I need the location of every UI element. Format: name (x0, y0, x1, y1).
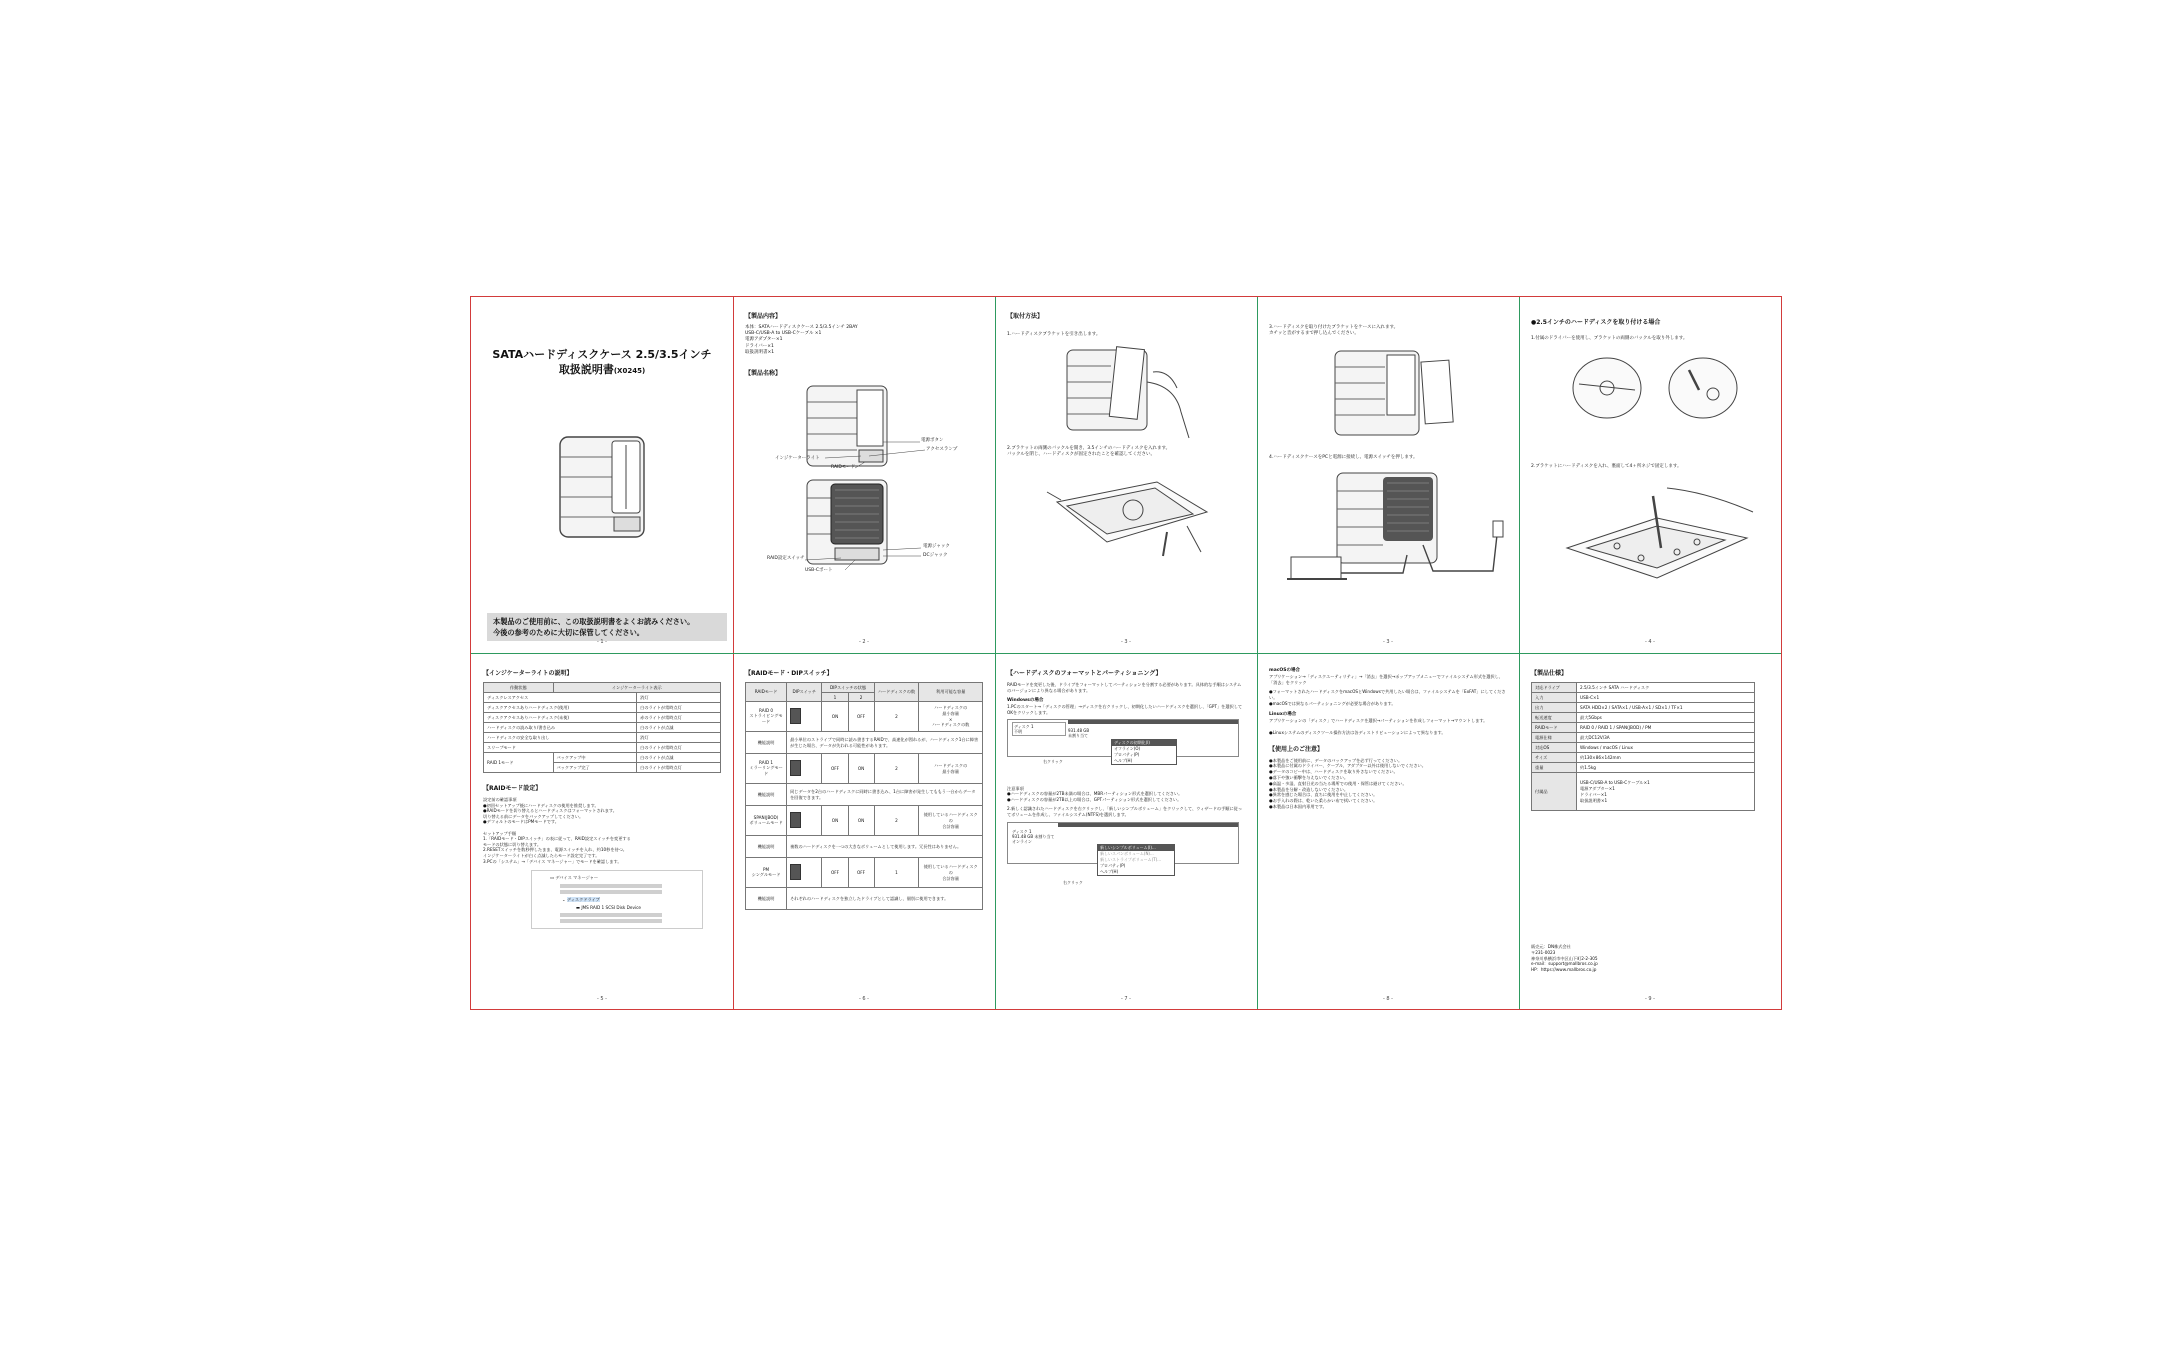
page-number: - 6 - (859, 996, 869, 1002)
table-row: スリープモード 白のライトが常時点灯 (484, 743, 721, 753)
table-row: 機能説明 最小単位のストライプで同時に読み書きするRAIDで、高速化が図れるが、ハードディスク1台に障害が生じた場合、データが失われる可能性があります。 (746, 732, 983, 754)
table-row: 機能説明 複数のハードディスクを一つの大きなボリュームとして使用します。冗長性はありません。 (746, 836, 983, 858)
install25-panel (1519, 297, 1781, 653)
install-step3: 3.ハードディスクを取り付けたブラケットをケースに入れます。 カチッと音がするまで押し込んでください。 (1269, 325, 1399, 336)
table-row: SPAN(JBOD) ボリュームモード ON ON 2 使用しているハードディスクの 合計容量 (746, 806, 983, 836)
table-row: ハードディスクの読み取り/書き込み 白のライトが点滅 (484, 723, 721, 733)
label-power-jack: 電源ジャック (923, 544, 950, 550)
manual-sheet (470, 296, 1782, 1010)
windows-step1: 1.PCのスタート→「ディスクの管理」→ディスクを右クリックし、初期化したいハードディスクを選択し、「GPT」を選択してOKをクリックします。 (1007, 704, 1243, 715)
raid-table: RAIDモード DIPスイッチ DIPスイッチの状態 ハードディスクの数 利用可能な容量 1 2 RAID 0 ストライピングモード ON OFF 2 ハードディスクの 最小容量 × ハードディスクの数 機能説明 最小単位のストライプで同時に読み書きするRAIDで、高速化が図れるが、ハードディスク1台に障害が生じた場合、データが失われる可能性があります。 RAID 1 ミラーリングモード OFF ON 2 ハードディスクの 最小容量 機能説明 同じデータを2台のハードディスクに同時に書き込み、1台に障害が発生してももう一台からデータを回復できます。 SPAN(JBOD) ボリュームモード ON ON 2 使用しているハードディスクの 合計容量 機能説明 複数のハードディスクを一つの大きなボリュームとして使用します。冗長性はありません。 PM シングルモード OFF OFF 1 使用しているハードディスクの 合計容量 機能説明 それぞれのハードディスクを独立したドライブとして認識し、個別に使用できます。 (745, 682, 983, 910)
contents-list: 本体：SATAハードディスクケース 2.5/3.5インチ 2BAY USB-C/USB-A to USB-Cケーブル ×1 電源アダプター×1 ドライバー×1 取扱説明書×1 (745, 325, 858, 355)
table-row: RAID 1 ミラーリングモード OFF ON 2 ハードディスクの 最小容量 (746, 754, 983, 784)
table-row: 出力 SATA HDD×2 / SATA×1 / USB-A×1 / SD×1 / TF×1 (1532, 703, 1755, 713)
page-number: - 5 - (597, 996, 607, 1002)
specs-heading: 【製品仕様】 (1531, 670, 1568, 677)
page-number: - 1 - (597, 639, 607, 645)
right-click-label: 右クリック (1043, 758, 1063, 764)
contents-panel (733, 297, 995, 653)
device-manager-title: ▭ デバイス マネージャー (550, 875, 599, 881)
table-row: バックアップ完了 白のライトが常時点灯 (484, 763, 721, 773)
indicator-panel (471, 654, 733, 1010)
specs-table (1531, 682, 1755, 811)
menu-item-new-stripe[interactable]: 新しいストライプボリューム(T)... (1100, 856, 1162, 862)
linux-heading: Linuxの場合 (1269, 712, 1297, 718)
product-image (554, 431, 650, 541)
table-row: RAIDモード RAID 0 / RAID 1 / SPAN(JBOD) / PM (1532, 723, 1755, 733)
windows-step2: 2.新しく認識されたハードディスクを右クリックし、「新しいシンプルボリューム」をクリックして、ウィザードの手順に従ってボリュームを作成し、ファイルシステム(NTFS)を選択します。 (1007, 806, 1243, 817)
disk-mgmt-screenshot-2 (1007, 822, 1245, 892)
table-row: PM シングルモード OFF OFF 1 使用しているハードディスクの 合計容量 (746, 858, 983, 888)
windows-heading: Windowsの場合 (1007, 698, 1044, 704)
disk-bar (1068, 720, 1238, 724)
install25-heading: ●2.5インチのハードディスクを取り付ける場合 (1531, 319, 1661, 326)
cover-panel (471, 297, 733, 653)
label-usbc-port: USB-Cポート (805, 568, 833, 574)
tree-device: ▬ JMS RAID 1 SCSI Disk Device (576, 905, 641, 911)
format-intro: RAIDモードを変更した後、ドライブをフォーマットしてパーティションを分割する必要があります。具体的な手順はシステムのバージョンにより異なる場合があります。 (1007, 682, 1242, 693)
label-power-button: 電源ボタン (921, 438, 944, 444)
disk-bar (1058, 823, 1238, 827)
page-number: - 3 - (1121, 639, 1131, 645)
page-number: - 3 - (1383, 639, 1393, 645)
mac-bullets: ●フォーマットされたハードディスクをmacOSとWindowsで共用したい場合は、ファイルシステムを「ExFAT」にしてください。 ●macOSでは異なるパーティショニングが必要な場合があります。 (1269, 689, 1506, 706)
dip-switch-icon (790, 812, 801, 828)
raid-setting-heading: 【RAIDモード設定】 (483, 785, 542, 792)
linux-note: ●Linuxシステムのディスクツール操作方法は各ディストリビューションによって異なります。 (1269, 729, 1446, 735)
install-step1: 1.ハードディスクブラケットを引き出します。 (1007, 332, 1101, 337)
raid-heading: 【RAIDモード・DIPスイッチ】 (745, 670, 833, 677)
table-row: 機能説明 それぞれのハードディスクを独立したドライブとして認識し、個別に使用できます。 (746, 888, 983, 910)
step1-image (1057, 342, 1245, 442)
step4-image (1283, 465, 1507, 585)
format-note: 注意事項 ●ハードディスクの容量が2TB未満の場合は、MBRパーティション形式を選択してください。 ●ハードディスクの容量が2TB以上の場合は、GPTパーティション形式を選択してください。 (1007, 785, 1183, 802)
computer-icon: ▭ (550, 875, 554, 881)
disk-icon: ▬ (576, 905, 580, 911)
table-row: ディスクアクセスありハードディスク(未使) 赤のライトが常時点灯 (484, 713, 721, 723)
cover-title: SATAハードディスクケース 2.5/3.5インチ 取扱説明書(X0245) (492, 348, 712, 376)
tree-item (560, 913, 662, 917)
mac-panel (1257, 654, 1519, 1010)
context-menu-2 (1097, 844, 1175, 876)
table-row: 機能説明 同じデータを2台のハードディスクに同時に書き込み、1台に障害が発生してももう一台からデータを回復できます。 (746, 784, 983, 806)
mac-text: アプリケーション→「ディスクユーティリティ」→「消去」を選択→ポップアップメニューでファイルシステム形式を選択し、「消去」をクリック (1269, 674, 1503, 685)
install-panel-2 (1257, 297, 1519, 653)
menu-item-help[interactable]: ヘルプ(H) (1114, 757, 1133, 763)
install25-step2: 2.ブラケットにハードディスクを入れ、裏面して4ヶ所ネジで固定します。 (1531, 464, 1682, 469)
table-row: 対応OS Windows / macOS / Linux (1532, 743, 1755, 753)
table-row: 入力 USB-C×1 (1532, 693, 1755, 703)
contents-heading: 【製品内容】 (745, 313, 782, 320)
right-click-label: 右クリック (1063, 879, 1083, 885)
disk-label: ディスク 1 不明 (1012, 722, 1066, 736)
label-indicator: インジケーターライト (775, 456, 820, 462)
format-panel (995, 654, 1257, 1010)
tree-item (560, 884, 662, 888)
install-panel (995, 297, 1257, 653)
page-number: - 7 - (1121, 996, 1131, 1002)
table-row: 付属品 USB-C/USB-A to USB-Cケーブル×1 電源アダプター×1 ドライバー×1 取扱説明書×1 (1532, 773, 1755, 811)
raid-panel (733, 654, 995, 1010)
raid-setting-text: 設定前の確認事項 ●初回セットアップ後にハードディスクの使用を推奨します。 ●RAIDモードを切り替えるとハードディスクはフォーマットされます。 切り替える前にデータをバックアップしてください。 ●デフォルトのモードはPMモードです。 セットアップ手順 1.「RAIDモード・DIPスイッチ」の表に従って、RAID設定スイッチを変更する モードの状態に切り替えます。 2.RESETスイッチを数秒押したまま、電源スイッチを入れ、約10秒を待つ。 インジケーターライトが白く点滅したらモード設定完了です。 3.PCの「システム」→「デバイス マネージャー」でモードを確認します。 (483, 797, 631, 864)
label-dc-jack: DCジャック (923, 553, 948, 559)
dip-switch-icon (790, 708, 801, 724)
specs-panel (1519, 654, 1781, 1010)
screw-image (1567, 354, 1769, 424)
disk-label: ディスク 1 931.48 GB 未割り当て オンライン (1012, 828, 1055, 844)
label-raid-switch: RAID設定スイッチ (767, 556, 805, 562)
caution-heading: 【使用上のご注意】 (1269, 745, 1324, 753)
table-row: 重量 約1.5kg (1532, 763, 1755, 773)
menu-item-offline[interactable]: オフライン(O) (1114, 745, 1141, 751)
menu-item-new-span[interactable]: 新しいスパンボリューム(N)... (1100, 850, 1154, 856)
page-number: - 2 - (859, 639, 869, 645)
page-number: - 4 - (1645, 639, 1655, 645)
table-header: インジケーターライト表示 (553, 683, 720, 693)
unallocated-label: 931.48 GB 未割り当て (1068, 727, 1090, 738)
indicator-table (483, 682, 721, 773)
table-row: 電源仕様 最大DC12V/3A (1532, 733, 1755, 743)
tree-item (560, 890, 662, 894)
menu-item-new-simple[interactable]: 新しいシンプルボリューム(I)... (1098, 845, 1174, 851)
vendor-info: 販売元：DN株式会社 〒231-0023 神奈川県横浜市中区山下町2-2-305 e-mail：support@mallbros.co.jp HP：https://www.mallbros.co.jp (1531, 944, 1598, 973)
label-raid-mode: RAIDモード (831, 465, 856, 471)
dip-switch-icon (790, 864, 801, 880)
dip-switch-icon (790, 760, 801, 776)
install-heading: 【取付方法】 (1007, 313, 1044, 320)
table-row: ディスクレスアクセス 消灯 (484, 693, 721, 703)
install25-step1: 1.付属のドライバーを使用し、ブラケットの両側のバックルを取り外します。 (1531, 336, 1688, 341)
caution-text: ●本製品をご使用前に、データのバックアップを必ず行ってください。 ●本製品に付属のドライバー、ケーブル、アダプター以外は使用しないでください。 ●データのコピー中は、ハードディスクを取り外さないでください。 ●落下や強い衝撃を与えないでください。 ●高温・多湿、直射日光の当たる場所での使用・保管は避けてください。 ●本製品を分解・改造しないでください。 ●異常を感じた場合は、直ちに使用を中止してください。 ●お手入れの際は、乾いた柔らかい布で拭いてください。 ●本製品は日本国内専用です。 (1269, 757, 1426, 809)
context-menu-1 (1111, 739, 1177, 765)
names-heading: 【製品名称】 (745, 370, 782, 378)
table-row: RAID 0 ストライピングモード ON OFF 2 ハードディスクの 最小容量 × ハードディスクの数 (746, 702, 983, 732)
step2-image (1037, 462, 1245, 562)
tree-disk-drive: ⌄ ディスクドライブ (562, 897, 600, 903)
table-row: ハードディスクの安全な取り出し 消灯 (484, 733, 721, 743)
menu-item-properties[interactable]: プロパティ(P) (1100, 862, 1126, 868)
device-manager-window (531, 870, 703, 929)
cover-notice: 本製品のご使用前に、この取扱説明書をよくお読みください。 今後の参考のために大切に保管してください。 (487, 613, 727, 641)
table-row: ディスクアクセスありハードディスク(使用) 白のライトが常時点灯 (484, 703, 721, 713)
menu-item-help[interactable]: ヘルプ(H) (1100, 868, 1119, 874)
front-diagram (745, 382, 983, 472)
table-header: 作動状態 (484, 683, 554, 693)
menu-item-properties[interactable]: プロパティ(P) (1114, 751, 1140, 757)
table-row: サイズ 約130×86×142mm (1532, 753, 1755, 763)
table-row: RAID 1モード バックアップ中 白のライトが点滅 (484, 753, 721, 763)
format-heading: 【ハードディスクのフォーマットとパーティショニング】 (1007, 670, 1162, 677)
label-access-lamp: アクセスランプ (926, 447, 958, 453)
step3-image (1325, 341, 1507, 445)
indicator-heading: 【インジケーターライトの説明】 (483, 670, 573, 677)
table-row: 転送速度 最大5Gbps (1532, 713, 1755, 723)
chevron-down-icon: ⌄ (562, 897, 566, 903)
disk-mgmt-screenshot-1 (1007, 719, 1245, 783)
back-diagram (745, 476, 983, 580)
page-number: - 8 - (1383, 996, 1393, 1002)
linux-text: アプリケーションの「ディスク」でハードディスクを選択→パーティションを作成しフォーマット→マウントします。 (1269, 718, 1488, 724)
bracket-image (1557, 478, 1769, 588)
menu-item-initialize[interactable]: ディスクの初期化(I) (1112, 740, 1176, 746)
tree-item (560, 919, 662, 923)
page-number: - 9 - (1645, 996, 1655, 1002)
install-step2: 2.ブラケットの両側のバックルを開き、3.5インチのハードディスクを入れます。 バックルを閉じ、ハードディスクが固定されたことを確認してください。 (1007, 446, 1171, 457)
mac-heading: macOSの場合 (1269, 668, 1300, 673)
install-step4: 4.ハードディスクケースをPCと電源に接続し、電源スイッチを押します。 (1269, 455, 1418, 460)
table-row: 対応ドライブ 2.5/3.5インチ SATA ハードディスク (1532, 683, 1755, 693)
